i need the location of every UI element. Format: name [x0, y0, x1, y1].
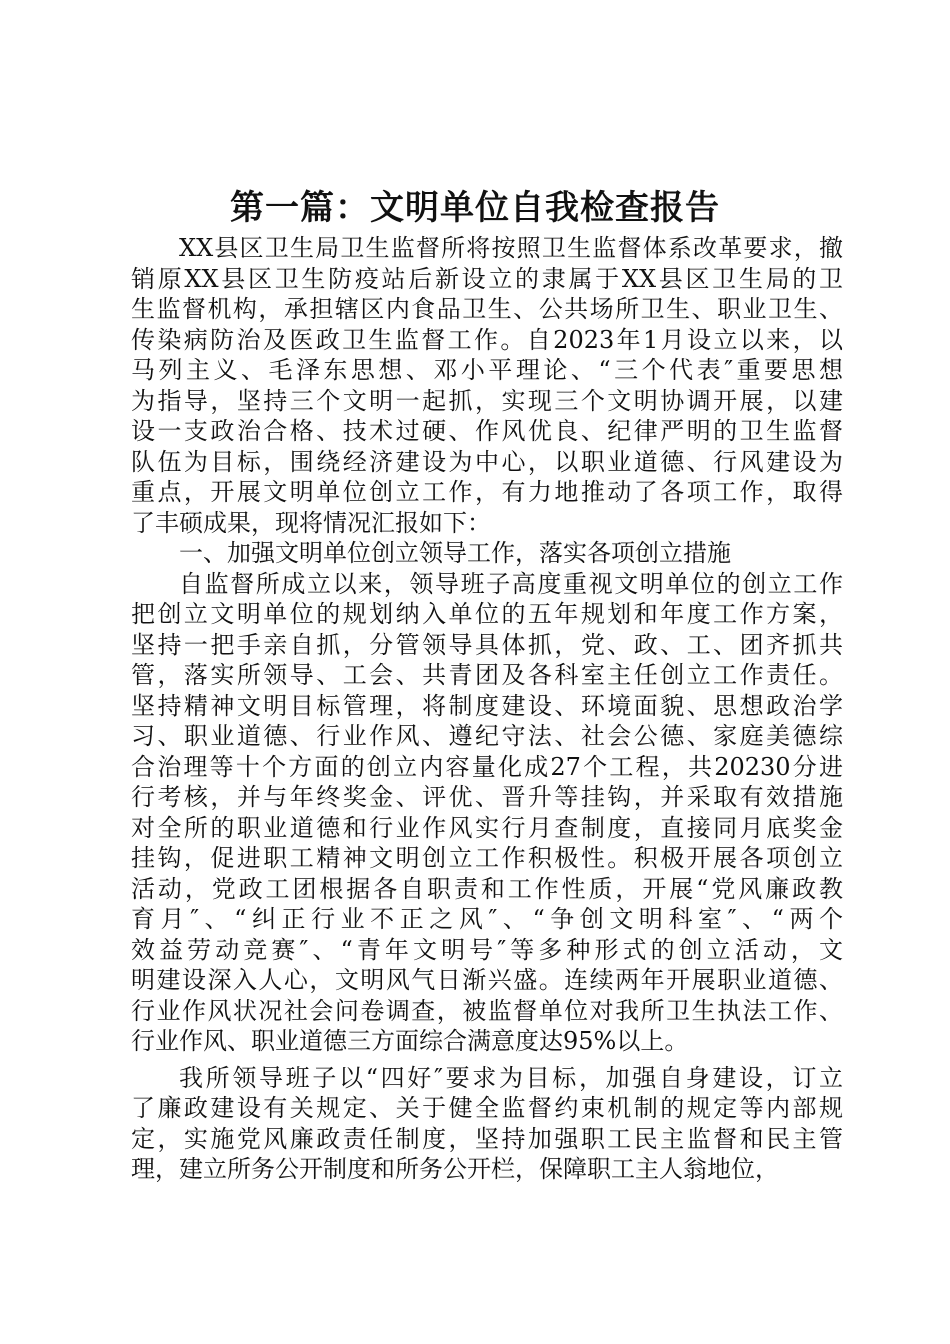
text-line: 挂钩，促进职工精神文明创立工作积极性。积极开展各项创立 — [131, 844, 843, 872]
text-line: 习、职业道德、行业作风、遵纪守法、社会公德、家庭美德综 — [131, 722, 843, 750]
paragraph-integrity — [131, 1063, 843, 1185]
text-line: 行考核，并与年终奖金、评优、晋升等挂钩，并采取有效措施 — [131, 783, 843, 811]
text-line: 了丰硕成果，现将情况汇报如下： — [131, 508, 491, 537]
text-line: 对全所的职业道德和行业作风实行月查制度，直接同月底奖金 — [131, 813, 843, 842]
text-line: 行业作风、职业道德三方面综合满意度达95%以上。 — [131, 1027, 689, 1055]
text-line: 了廉政建设有关规定、关于健全监督约束机制的规定等内部规 — [131, 1094, 843, 1122]
text-line: 理，建立所务公开制度和所务公开栏，保障职工主人翁地位， — [131, 1155, 779, 1183]
text-line: 队伍为目标，围绕经济建设为中心，以职业道德、行风建设为 — [131, 447, 843, 476]
text-line: 为指导，坚持三个文明一起抓，实现三个文明协调开展，以建 — [131, 386, 843, 415]
text-line: 行业作风状况社会问卷调查，被监督单位对我所卫生执法工作、 — [131, 996, 843, 1025]
text-line: 我所领导班子以“四好″要求为目标，加强自身建设，订立 — [179, 1063, 843, 1092]
text-line: 坚持一把手亲自抓，分管领导具体抓，党、政、工、团齐抓共 — [131, 630, 843, 659]
paragraph-intro — [131, 233, 843, 538]
text-line: 重点，开展文明单位创立工作，有力地推动了各项工作，取得 — [131, 478, 843, 506]
text-line: 定，实施党风廉政责任制度，坚持加强职工民主监督和民主管 — [131, 1124, 843, 1153]
text-line: 销原XX县区卫生防疫站后新设立的隶属于XX县区卫生局的卫 — [131, 264, 843, 293]
text-line: 坚持精神文明目标管理，将制度建设、环境面貌、思想政治学 — [131, 691, 843, 720]
text-line: 活动，党政工团根据各自职责和工作性质，开展“党风廉政教 — [131, 874, 843, 903]
text-line: 管，落实所领导、工会、共青团及各科室主任创立工作责任。 — [131, 661, 843, 689]
text-line: 合治理等十个方面的创立内容量化成27个工程，共20230分进 — [131, 752, 843, 781]
text-line: 设一支政治合格、技术过硬、作风优良、纪律严明的卫生监督 — [131, 417, 843, 445]
text-line: 传染病防治及医政卫生监督工作。自2023年1月设立以来，以 — [131, 325, 843, 354]
text-line: XX县区卫生局卫生监督所将按照卫生监督体系改革要求，撤 — [179, 234, 843, 262]
document-body — [131, 233, 843, 1185]
paragraph-leadership — [131, 569, 843, 1057]
text-line: 自监督所成立以来，领导班子高度重视文明单位的创立工作 — [179, 569, 843, 598]
text-line: 育月″、“纠正行业不正之风″、“争创文明科室″、“两个 — [131, 905, 843, 933]
text-line: 明建设深入人心，文明风气日渐兴盛。连续两年开展职业道德、 — [131, 966, 843, 994]
text-line: 生监督机构，承担辖区内食品卫生、公共场所卫生、职业卫生、 — [131, 295, 843, 323]
text-line: 马列主义、毛泽东思想、邓小平理论、“三个代表″重要思想 — [131, 356, 843, 384]
text-line: 效益劳动竞赛″、“青年文明号″等多种形式的创立活动，文 — [131, 935, 843, 964]
text-line: 把创立文明单位的规划纳入单位的五年规划和年度工作方案， — [131, 600, 843, 628]
section-heading: 一、加强文明单位创立领导工作，落实各项创立措施 — [179, 539, 731, 567]
document-title: 第一篇：文明单位自我检查报告 — [230, 188, 720, 228]
